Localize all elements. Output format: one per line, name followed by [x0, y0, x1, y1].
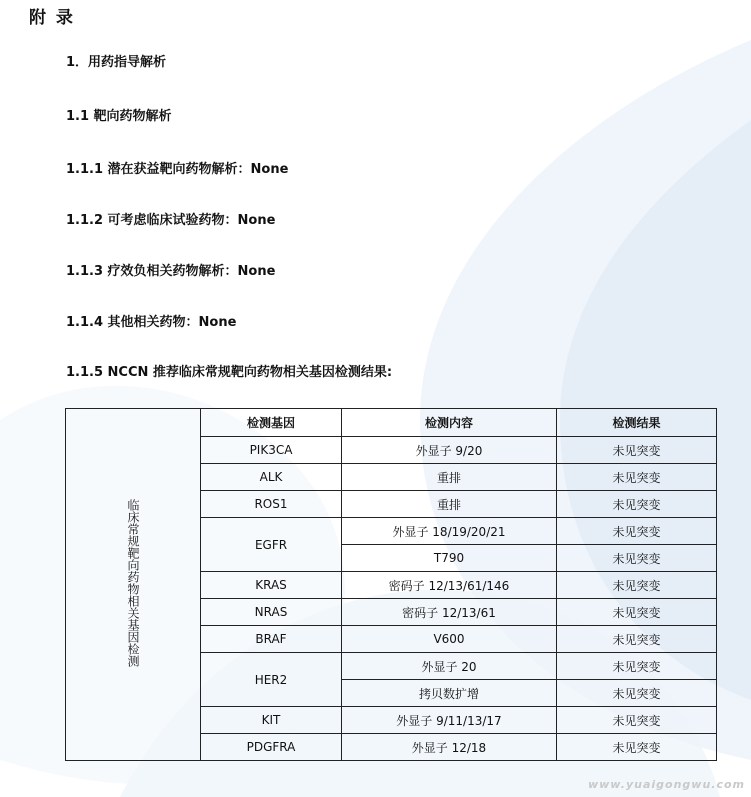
section-1-1-2-label: 1.1.2 可考虑临床试验药物：: [66, 213, 238, 228]
content-cell: 外显子 12/18: [342, 734, 557, 761]
section-heading-1-1-4: [66, 311, 236, 330]
gene-cell: EGFR: [201, 518, 342, 572]
section-1-1-4-label: 1.1.4 其他相关药物：: [66, 315, 199, 330]
content-cell: 拷贝数扩增: [342, 680, 557, 707]
header-gene: 检测基因: [201, 409, 342, 437]
gene-cell: PIK3CA: [201, 437, 342, 464]
content-cell: V600: [342, 626, 557, 653]
result-cell: 未见突变: [557, 437, 717, 464]
result-cell: 未见突变: [557, 464, 717, 491]
result-cell: 未见突变: [557, 626, 717, 653]
gene-cell: PDGFRA: [201, 734, 342, 761]
section-heading-1-1-5: 1.1.5 NCCN 推荐临床常规靶向药物相关基因检测结果:: [66, 365, 393, 380]
gene-test-table: [65, 408, 717, 761]
appendix-title: 附 录: [29, 8, 75, 28]
content-cell: 密码子 12/13/61: [342, 599, 557, 626]
gene-cell: ALK: [201, 464, 342, 491]
content-cell: 外显子 18/19/20/21: [342, 518, 557, 545]
gene-cell: KRAS: [201, 572, 342, 599]
gene-cell: ROS1: [201, 491, 342, 518]
section-heading-1-1: 1.1 靶向药物解析: [66, 109, 172, 124]
result-cell: 未见突变: [557, 545, 717, 572]
table-header-row: [66, 409, 717, 437]
content-cell: 外显子 9/20: [342, 437, 557, 464]
section-heading-1-1-1: [66, 158, 288, 177]
result-cell: 未见突变: [557, 518, 717, 545]
header-result: 检测结果: [557, 409, 717, 437]
section-1-1-1-value: None: [250, 162, 289, 177]
result-cell: 未见突变: [557, 491, 717, 518]
content-cell: 外显子 20: [342, 653, 557, 680]
table-side-label-cell: [66, 409, 201, 761]
gene-cell: BRAF: [201, 626, 342, 653]
gene-cell: HER2: [201, 653, 342, 707]
result-cell: 未见突变: [557, 707, 717, 734]
watermark: www.yuaigongwu.com: [587, 778, 745, 791]
section-1-1-4-value: None: [198, 315, 237, 330]
content-cell: T790: [342, 545, 557, 572]
result-cell: 未见突变: [557, 653, 717, 680]
table-side-label: 临床常规靶向药物相关基因检测: [126, 499, 140, 667]
content-cell: 重排: [342, 491, 557, 518]
section-1-1-3-value: None: [237, 264, 276, 279]
section-heading-1: 1．用药指导解析: [66, 55, 167, 70]
section-heading-1-1-3: [66, 260, 275, 279]
result-cell: 未见突变: [557, 599, 717, 626]
section-heading-1-1-2: [66, 209, 275, 228]
content-cell: 外显子 9/11/13/17: [342, 707, 557, 734]
gene-cell: NRAS: [201, 599, 342, 626]
gene-cell: KIT: [201, 707, 342, 734]
section-1-1-3-label: 1.1.3 疗效负相关药物解析：: [66, 264, 238, 279]
result-cell: 未见突变: [557, 734, 717, 761]
section-1-1-2-value: None: [237, 213, 276, 228]
header-content: 检测内容: [342, 409, 557, 437]
content-cell: 重排: [342, 464, 557, 491]
result-cell: 未见突变: [557, 572, 717, 599]
result-cell: 未见突变: [557, 680, 717, 707]
content-cell: 密码子 12/13/61/146: [342, 572, 557, 599]
section-1-1-1-label: 1.1.1 潜在获益靶向药物解析：: [66, 162, 251, 177]
